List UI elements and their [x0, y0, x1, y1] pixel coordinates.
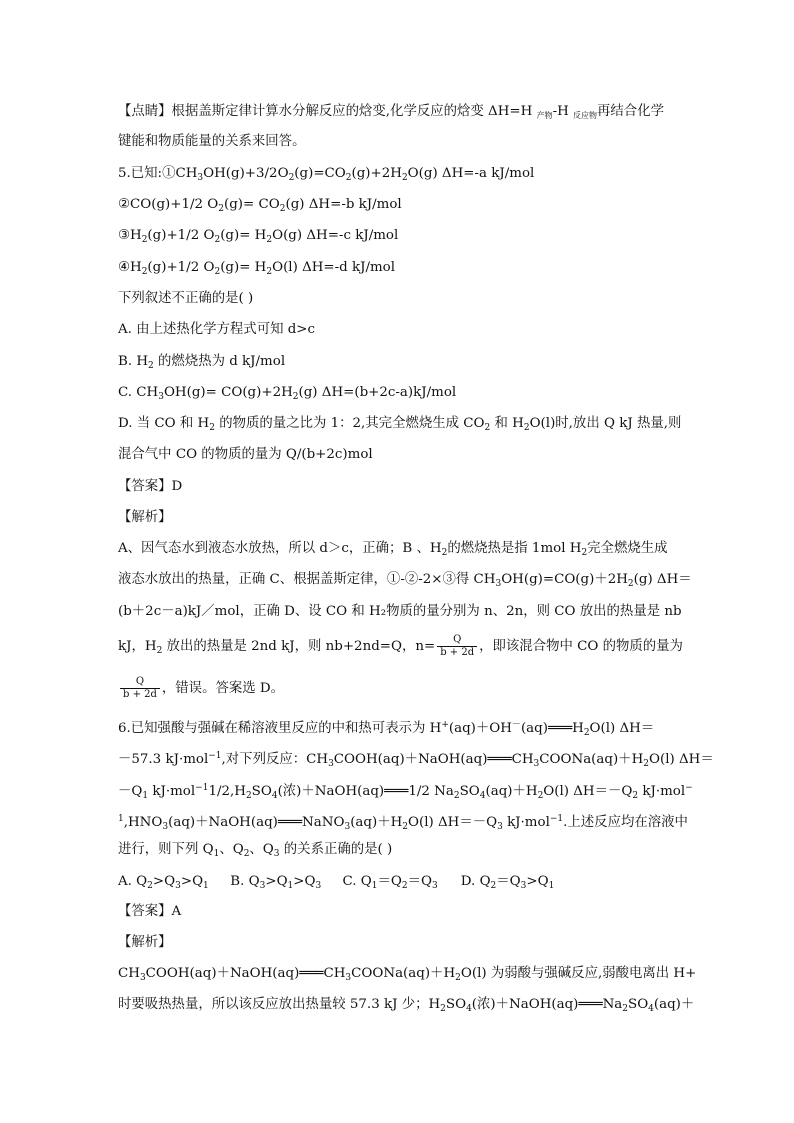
q5-analysis-line-2: 液态水放出的热量，正确 C、根据盖斯定律，①-②-2×③得 $CH_3OH(g)=CO(g)+2H_2(g)$ ΔH＝ — [118, 572, 692, 589]
q5-equation-2: ②CO(g)+1/2 $O_2(g)= CO_2(g)$ ΔH=-b kJ/mol — [118, 197, 402, 214]
q5-analysis-line-3: (b＋2c－a)kJ／mol，正确 D、设 CO 和 H₂物质的量分别为 n、2n，则 CO 放出的热量是 nb — [118, 604, 682, 619]
fraction: $\frac{Q}{b + 2d}$ — [437, 634, 477, 659]
q5-analysis-line-1: A、因气态水到液态水放热，所以 d＞c，正确；B 、$H_2$的燃烧热是指 1mol $H_2$完全燃烧生成 — [118, 541, 668, 558]
q5-option-c: C. $CH_3OH(g)= CO(g)+2H_2(g)$ ΔH=(b+2c-a)kJ/mol — [118, 385, 457, 402]
q6-stem-line-1: 6.已知强酸与强碱在稀溶液里反应的中和热可表示为 $H^+(aq)+OH^-(aq)═══H_2O(l)$ ΔH＝ — [118, 720, 655, 738]
q5-option-d-line-2: 混合气中 CO 的物质的量为 Q/(b+2c)mol — [118, 447, 373, 462]
q6-stem-line-5: 进行，则下列 $Q_1$、$Q_2$、$Q_3$ 的关系正确的是( ) — [118, 842, 393, 859]
q6-answer: 【答案】A — [118, 904, 182, 919]
q5-answer: 【答案】D — [118, 479, 183, 494]
q5-question: 下列叙述不正确的是( ) — [118, 291, 254, 306]
tip-line-1: 【点睛】根据盖斯定律计算水分解反应的焓变,化学反应的焓变 ΔH=H $_{产物}$-H $_{反应物}$再结合化学 — [118, 104, 664, 120]
q6-options — [118, 874, 554, 894]
q6-stem-line-2: －57.3 kJ·mol$^{-1}$,对下列反应：$CH_3COOH(aq)+NaOH(aq)═══CH_3COONa(aq)+H_2O(l)$ ΔH＝ — [118, 751, 714, 769]
q5-analysis-line-5: $\frac{Q}{b + 2d}$ ，错误。答案选 D。 — [118, 676, 284, 701]
q6-option-b: B. Q3>Q1>Q3 — [230, 874, 322, 891]
q5-equation-4: $④H_2(g)+1/2$ $O_2(g)= H_2O(l)$ ΔH=-d kJ/mol — [118, 260, 396, 277]
tip-line-2: 键能和物质能量的关系来回答。 — [118, 134, 306, 149]
q6-analysis-line-1: $CH_3COOH(aq)+NaOH(aq)═══CH_3COONa(aq)+H_2O(l)$ 为弱酸与强碱反应,弱酸电离出 H+ — [118, 966, 697, 983]
q5-option-b: B. $H_2$ 的燃烧热为 d kJ/mol — [118, 354, 286, 371]
q6-analysis-line-2: 时要吸热热量，所以该反应放出热量较 57.3 kJ 少；$H_2SO_4$(浓)$+NaOH(aq)═══Na_2SO_4(aq)+$ — [118, 997, 695, 1014]
q6-option-c: C. Q1＝Q2＝Q3 — [342, 874, 438, 891]
q6-option-a: A. Q2>Q3>Q1 — [118, 874, 209, 891]
q5-stem: 5.已知$:①CH_3OH(g)+3/2O_2(g)=CO_2(g)+2H_2O(g)$ ΔH=-a kJ/mol — [118, 166, 535, 183]
q6-stem-line-4: $^1,HNO_3(aq)+NaOH(aq)═══NaNO_3(aq)+H_2O(l)$ $\Delta H=-Q_3$ kJ·mol$^{-1}$.上述反应均在溶液中 — [118, 814, 688, 832]
q5-option-d-line-1: D. 当 CO 和 $H_2$ 的物质的量之比为 1：2,其完全燃烧生成 $CO_2$ 和 $H_2O(l)$时,放出 Q kJ 热量,则 — [118, 416, 682, 433]
q6-option-d: D. Q2＝Q3>Q1 — [460, 874, 555, 891]
q5-option-a: A. 由上述热化学方程式可知 d>c — [118, 322, 316, 337]
q6-analysis-title: 【解析】 — [118, 935, 172, 950]
fraction: $\frac{Q}{b + 2d}$ — [120, 676, 160, 701]
q5-equation-3: $③H_2(g)+1/2$ $O_2(g)= H_2O(g)$ ΔH=-c kJ/mol — [118, 228, 399, 245]
q5-analysis-line-4: kJ，$H_2$ 放出的热量是 2nd kJ，则 nb+2nd=Q，n= $\frac{Q}{b + 2d}$ ，即该混合物中 CO 的物质的量为 — [118, 634, 683, 658]
q6-stem-line-3: $-Q_1$ $kJ\cdot mol^{-1}1/2,H_2SO_4$(浓)＋NaOH(aq)═══1/2 $Na_2SO_4(aq)+H_2O(l)$ $\Delta H=-Q_2$ kJ·mol− — [118, 783, 693, 801]
q5-analysis-title: 【解析】 — [118, 510, 172, 525]
